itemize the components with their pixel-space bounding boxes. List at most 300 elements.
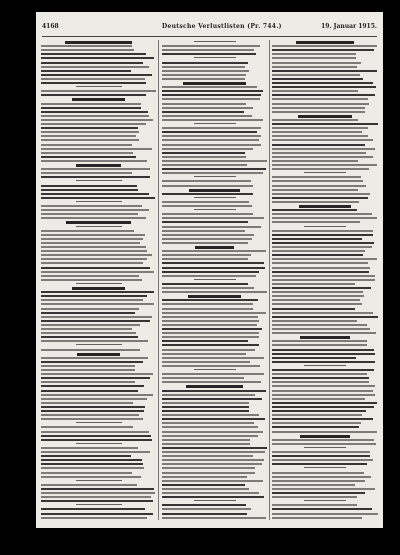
text-line	[272, 414, 362, 416]
text-line	[272, 504, 357, 506]
text-line	[162, 451, 265, 453]
section-heading-line	[188, 295, 240, 298]
text-line	[162, 455, 253, 457]
text-line	[41, 213, 138, 215]
text-line	[41, 217, 146, 219]
text-line	[272, 406, 374, 408]
text-line	[162, 254, 251, 256]
text-line	[41, 135, 136, 137]
text-line	[41, 439, 152, 441]
text-line	[162, 373, 264, 375]
text-line	[272, 82, 373, 84]
text-line	[162, 242, 248, 244]
text-line	[162, 467, 255, 469]
text-line	[41, 258, 147, 260]
text-line	[272, 316, 378, 318]
section-rule	[194, 57, 236, 58]
text-line	[162, 53, 256, 55]
section-rule	[194, 209, 236, 210]
text-line	[41, 476, 141, 478]
issue-date: 19. Januar 1915.	[321, 23, 377, 30]
text-line	[272, 234, 373, 236]
text-line	[41, 230, 134, 232]
text-line	[41, 234, 145, 236]
text-line	[272, 201, 359, 203]
text-line	[162, 336, 259, 338]
section-heading-line	[195, 246, 235, 249]
text-line	[41, 492, 155, 494]
text-line	[272, 238, 362, 240]
text-line	[41, 127, 138, 129]
text-line	[272, 291, 363, 293]
section-rule	[194, 279, 236, 280]
text-line	[162, 185, 253, 187]
text-line	[272, 275, 375, 277]
text-line	[162, 217, 264, 219]
text-line	[162, 435, 258, 437]
text-line	[41, 418, 143, 420]
text-line	[272, 139, 373, 141]
text-line	[272, 385, 375, 387]
text-line	[272, 246, 372, 248]
text-line	[272, 377, 369, 379]
text-line	[41, 115, 149, 117]
text-line	[272, 361, 375, 363]
text-line	[272, 78, 363, 80]
text-line	[272, 394, 375, 396]
text-line	[162, 107, 253, 109]
section-rule	[194, 176, 236, 177]
text-line	[162, 131, 257, 133]
column-divider	[269, 40, 270, 520]
text-line	[272, 308, 355, 310]
text-line	[272, 402, 377, 404]
text-line	[272, 353, 375, 355]
text-line	[162, 267, 265, 269]
text-line	[272, 262, 368, 264]
section-rule	[76, 443, 122, 444]
text-line	[162, 127, 261, 129]
text-line	[272, 267, 370, 269]
text-line	[162, 357, 264, 359]
text-line	[41, 431, 149, 433]
text-line	[272, 160, 358, 162]
text-line	[272, 484, 355, 486]
text-line	[41, 435, 151, 437]
text-line	[162, 496, 264, 498]
text-line	[272, 168, 369, 170]
text-line	[162, 287, 254, 289]
text-line	[41, 451, 150, 453]
text-line	[272, 344, 367, 346]
text-line	[41, 312, 135, 314]
text-line	[41, 119, 153, 121]
text-line	[41, 205, 142, 207]
text-line	[272, 451, 370, 453]
text-column-left	[41, 40, 156, 522]
text-line	[162, 492, 259, 494]
text-line	[162, 98, 260, 100]
text-line	[272, 209, 357, 211]
text-line	[162, 324, 257, 326]
text-line	[41, 324, 140, 326]
text-line	[41, 152, 133, 154]
text-line	[41, 414, 139, 416]
text-line	[272, 45, 377, 47]
text-line	[41, 144, 132, 146]
section-rule	[194, 500, 236, 501]
text-line	[41, 275, 139, 277]
text-line	[41, 66, 149, 68]
text-line	[41, 394, 153, 396]
text-line	[272, 57, 356, 59]
text-line	[162, 414, 259, 416]
text-line	[162, 459, 264, 461]
text-line	[41, 262, 143, 264]
text-line	[272, 148, 375, 150]
text-line	[162, 422, 254, 424]
text-line	[162, 226, 261, 228]
text-line	[162, 115, 252, 117]
text-line	[41, 447, 138, 449]
text-line	[41, 467, 144, 469]
text-line	[272, 135, 368, 137]
text-line	[272, 279, 375, 281]
text-line	[162, 66, 245, 68]
text-line	[162, 513, 247, 515]
text-line	[162, 45, 260, 47]
text-line	[41, 197, 155, 199]
text-line	[41, 193, 149, 195]
text-line	[41, 70, 131, 72]
text-line	[272, 94, 375, 96]
section-rule	[76, 226, 122, 227]
section-rule	[76, 480, 122, 481]
text-line	[272, 398, 365, 400]
text-line	[162, 135, 261, 137]
text-line	[272, 349, 374, 351]
text-line	[41, 385, 144, 387]
text-line	[41, 148, 152, 150]
text-line	[162, 148, 253, 150]
text-line	[162, 172, 263, 174]
text-line	[41, 156, 136, 158]
text-line	[41, 123, 146, 125]
text-line	[272, 283, 355, 285]
text-line	[41, 349, 140, 351]
text-line	[272, 459, 373, 461]
section-heading-line	[72, 98, 125, 101]
text-line	[41, 107, 141, 109]
text-line	[272, 111, 365, 113]
text-line	[162, 144, 261, 146]
section-heading-line	[189, 189, 240, 192]
text-line	[272, 303, 362, 305]
text-line	[162, 426, 258, 428]
text-line	[272, 221, 360, 223]
text-line	[162, 291, 267, 293]
text-line	[272, 185, 366, 187]
text-line	[41, 459, 142, 461]
text-line	[162, 78, 245, 80]
text-line	[41, 390, 138, 392]
section-rule	[304, 447, 346, 448]
text-line	[41, 172, 132, 174]
text-line	[41, 291, 154, 293]
text-line	[41, 455, 131, 457]
section-rule	[304, 365, 346, 366]
page-number: 4168	[42, 23, 59, 30]
text-line	[41, 279, 142, 281]
text-line	[162, 316, 258, 318]
text-line	[41, 111, 148, 113]
section-rule	[304, 172, 346, 173]
text-line	[272, 472, 364, 474]
text-line	[41, 185, 137, 187]
text-line	[162, 344, 259, 346]
text-line	[41, 189, 138, 191]
text-line	[272, 193, 370, 195]
text-line	[162, 312, 266, 314]
text-column-right	[272, 40, 378, 522]
text-line	[272, 299, 360, 301]
text-line	[162, 205, 252, 207]
text-line	[162, 361, 250, 363]
section-rule	[194, 41, 236, 42]
section-rule	[304, 226, 346, 227]
text-line	[272, 189, 358, 191]
text-line	[41, 398, 147, 400]
text-line	[162, 439, 250, 441]
text-line	[41, 139, 139, 141]
text-line	[272, 320, 357, 322]
text-line	[41, 74, 152, 76]
section-rule	[304, 500, 346, 501]
text-line	[162, 262, 264, 264]
section-rule	[194, 369, 236, 370]
text-line	[162, 402, 249, 404]
text-line	[162, 62, 248, 64]
text-line	[41, 484, 137, 486]
text-line	[162, 90, 263, 92]
text-line	[162, 381, 261, 383]
text-line	[272, 258, 377, 260]
text-line	[41, 78, 145, 80]
text-line	[41, 94, 146, 96]
text-line	[41, 254, 152, 256]
text-line	[272, 328, 370, 330]
text-line	[272, 373, 367, 375]
text-line	[272, 476, 371, 478]
text-line	[272, 287, 371, 289]
text-line	[272, 508, 372, 510]
text-line	[41, 513, 153, 515]
text-line	[272, 426, 359, 428]
text-line	[272, 164, 377, 166]
text-line	[162, 463, 262, 465]
text-line	[272, 119, 358, 121]
text-line	[162, 234, 254, 236]
text-line	[41, 426, 133, 428]
page-header	[42, 20, 377, 32]
text-line	[162, 340, 248, 342]
text-line	[41, 402, 133, 404]
text-line	[272, 90, 358, 92]
text-line	[162, 164, 247, 166]
text-line	[41, 238, 143, 240]
section-rule	[76, 344, 122, 345]
text-line	[272, 431, 377, 433]
text-line	[41, 250, 147, 252]
text-line	[41, 365, 135, 367]
section-rule	[76, 86, 122, 87]
section-rule	[76, 504, 122, 505]
text-line	[272, 213, 372, 215]
text-line	[162, 119, 263, 121]
text-line	[272, 242, 374, 244]
text-line	[272, 517, 362, 519]
text-line	[162, 398, 262, 400]
text-line	[41, 410, 144, 412]
section-rule	[76, 283, 122, 284]
text-line	[272, 324, 367, 326]
text-line	[272, 410, 366, 412]
text-line	[41, 361, 143, 363]
text-line	[272, 381, 369, 383]
text-line	[272, 357, 356, 359]
text-line	[272, 86, 376, 88]
text-line	[272, 66, 357, 68]
text-line	[162, 484, 245, 486]
text-line	[162, 213, 253, 215]
running-title	[162, 23, 282, 30]
text-line	[162, 418, 265, 420]
text-line	[162, 275, 256, 277]
text-line	[162, 508, 251, 510]
text-line	[162, 308, 253, 310]
text-line	[162, 180, 251, 182]
text-line	[41, 357, 148, 359]
text-line	[41, 82, 146, 84]
text-line	[272, 62, 361, 64]
text-line	[162, 353, 246, 355]
text-line	[272, 98, 368, 100]
section-heading-line	[186, 385, 243, 388]
text-line	[162, 320, 259, 322]
text-line	[162, 488, 249, 490]
text-line	[272, 180, 363, 182]
text-line	[272, 53, 356, 55]
text-line	[162, 201, 249, 203]
text-line	[162, 271, 259, 273]
text-line	[272, 488, 375, 490]
text-line	[41, 316, 152, 318]
text-line	[272, 254, 363, 256]
text-line	[41, 168, 150, 170]
text-line	[272, 123, 378, 125]
text-line	[41, 267, 150, 269]
column-divider	[158, 40, 159, 520]
text-line	[41, 377, 150, 379]
text-line	[41, 308, 139, 310]
section-heading-line	[76, 164, 121, 167]
text-line	[41, 500, 153, 502]
text-line	[272, 418, 373, 420]
text-line	[41, 369, 135, 371]
text-line	[162, 74, 246, 76]
text-line	[41, 90, 156, 92]
text-line	[272, 131, 362, 133]
text-line	[272, 156, 373, 158]
text-line	[272, 332, 376, 334]
text-line	[41, 381, 135, 383]
text-line	[162, 472, 255, 474]
text-line	[162, 193, 253, 195]
text-column-middle	[162, 40, 267, 522]
text-line	[162, 476, 247, 478]
text-line	[162, 410, 249, 412]
text-line	[41, 406, 145, 408]
text-line	[162, 250, 266, 252]
section-heading-line	[300, 336, 350, 339]
text-line	[162, 283, 248, 285]
text-line	[41, 271, 154, 273]
text-line	[272, 144, 365, 146]
text-line	[162, 103, 246, 105]
text-line	[272, 197, 368, 199]
text-line	[272, 513, 378, 515]
text-line	[272, 230, 373, 232]
text-line	[272, 455, 370, 457]
text-line	[272, 70, 377, 72]
title-text: Deutsche Verlustlisten	[162, 23, 245, 30]
text-line	[41, 160, 147, 162]
text-line	[272, 74, 360, 76]
section-rule	[76, 422, 122, 423]
text-line	[41, 320, 150, 322]
text-line	[272, 176, 361, 178]
text-line	[272, 480, 365, 482]
text-line	[272, 103, 369, 105]
text-line	[162, 504, 246, 506]
text-line	[162, 349, 255, 351]
text-line	[272, 340, 367, 342]
section-rule	[76, 180, 122, 181]
section-heading-line	[65, 41, 132, 44]
section-heading-line	[183, 82, 246, 85]
text-line	[41, 242, 140, 244]
text-line	[41, 303, 154, 305]
text-line	[41, 373, 153, 375]
section-heading-line	[66, 221, 130, 224]
text-line	[41, 45, 132, 47]
text-line	[162, 94, 261, 96]
text-line	[272, 295, 364, 297]
text-line	[272, 312, 373, 314]
text-line	[41, 496, 151, 498]
text-line	[272, 463, 367, 465]
text-line	[41, 176, 150, 178]
text-line	[272, 492, 365, 494]
issue-number: (Pr. 744.)	[247, 23, 282, 30]
text-line	[41, 49, 134, 51]
text-line	[41, 340, 148, 342]
text-line	[41, 53, 146, 55]
text-line	[41, 246, 146, 248]
text-line	[41, 508, 145, 510]
text-line	[41, 472, 132, 474]
text-line	[162, 365, 260, 367]
